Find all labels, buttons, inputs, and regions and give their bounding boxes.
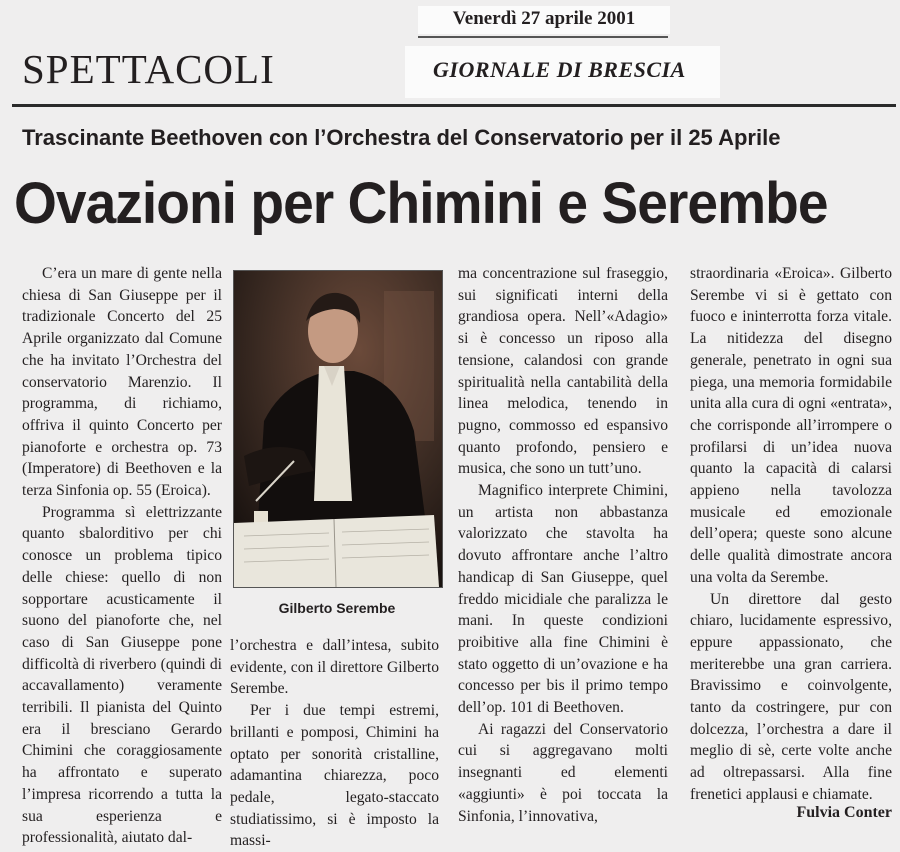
paragraph: C’era un mare di gente nella chiesa di San Giuseppe per il tradizionale Concerto del 25 Aprile organizzato dal Comune che ha invitato l’Orchestra del conservatorio Marenzio. Il programma, di richiamo, offriva il quinto Concerto per pianoforte e orchestra op. 73 (Imperatore) di Beethoven e la terza Sinfonia op. 55 (Eroica). bbox=[22, 265, 222, 500]
section-title: SPETTACOLI bbox=[22, 46, 275, 92]
article-column-3 bbox=[458, 263, 668, 827]
date-line: Venerdì 27 aprile 2001 bbox=[418, 6, 670, 34]
newspaper-name: GIORNALE DI BRESCIA bbox=[433, 57, 686, 82]
article-column-2 bbox=[230, 635, 439, 852]
paragraph: ma concentrazione sul fraseggio, sui significati interni della grandiosa opera. Nell’«Adagio» si è concesso un riposo alla tensione, calandosi con grande spiritualità nella cantabilità della linea melodica, tenendo in pugno, commosso ed espansivo quanto profondo, pensiero e musica, che sono un tutt’uno. bbox=[458, 265, 668, 478]
article-column-1 bbox=[22, 263, 222, 849]
paragraph: l’orchestra e dall’intesa, subito evidente, con il direttore Gilberto Serembe. bbox=[230, 637, 439, 698]
article-subtitle: Trascinante Beethoven con l’Orchestra del Conservatorio per il 25 Aprile bbox=[22, 125, 781, 150]
article-column-4 bbox=[690, 263, 892, 806]
paragraph: Ai ragazzi del Conservatorio cui si aggregavano molti insegnanti ed elementi «aggiunti» è poi toccata la Sinfonia, l’innovativa, bbox=[458, 720, 668, 825]
article-headline: Ovazioni per Chimini e Serembe bbox=[14, 171, 828, 236]
conductor-illustration bbox=[234, 271, 442, 587]
author-signature: Fulvia Conter bbox=[796, 804, 892, 821]
header-divider bbox=[12, 104, 896, 107]
paragraph: Programma sì elettrizzante quanto sbalorditivo per chi conosce un problema tipico delle chiese: quello di non sopportare acusticamente il suono del pianoforte che, nel caso di San Giuseppe pone difficoltà di riverbero (quindi di accavallamento) veramente terribili. Il pianista del Quinto era il bresciano Gerardo Chimini che coraggiosamente ha affrontato e superato l’impresa ricorrendo a tutta la sua esperienza e professionalità, aiutato dal- bbox=[22, 503, 222, 847]
photo-caption: Gilberto Serembe bbox=[278, 600, 396, 616]
paragraph: Magnifico interprete Chimini, un artista non abbastanza valorizzato che stavolta ha dovuto affrontare anche l’altro handicap di San Giuseppe, quel freddo micidiale che paralizza le mani. In queste condizioni proibitive alla fine Chimini è stato oggetto di un’ovazione e ha concesso per bis il primo tempo dell’op. 101 di Beethoven. bbox=[458, 482, 668, 717]
paragraph: straordinaria «Eroica». Gilberto Serembe vi si è gettato con fuoco e ininterrotta forza vitale. La nitidezza del disegno generale, penetrato in ogni sua piega, una memoria formidabile unita alla cura di ogni «entrata», che corrisponde all’irrompere o profilarsi di un’idea nuova quanto la capacità di calarsi appieno nella tavolozza musicale ed emozionale dell’opera; queste sono alcune delle qualità dimostrate ancora una volta da Serembe. bbox=[690, 265, 892, 586]
newspaper-masthead bbox=[405, 46, 720, 98]
conductor-photo bbox=[233, 270, 443, 588]
paragraph: Un direttore dal gesto chiaro, lucidamente espressivo, eppure appassionato, che meriterebbe una gran carriera. Bravissimo e coinvolgente, tanto da costringere, pur con dolcezza, l’orchestra a dare il meglio di sè, certe volte anche ad oltrepassarsi. Alla fine frenetici applausi e chiamate. bbox=[690, 590, 892, 803]
date-divider bbox=[418, 36, 668, 38]
paragraph: Per i due tempi estremi, brillanti e pomposi, Chimini ha optato per sonorità cristalline, adamantina chiarezza, poco pedale, legato-staccato studiatissimo, si è imposto la massi- bbox=[230, 702, 439, 850]
